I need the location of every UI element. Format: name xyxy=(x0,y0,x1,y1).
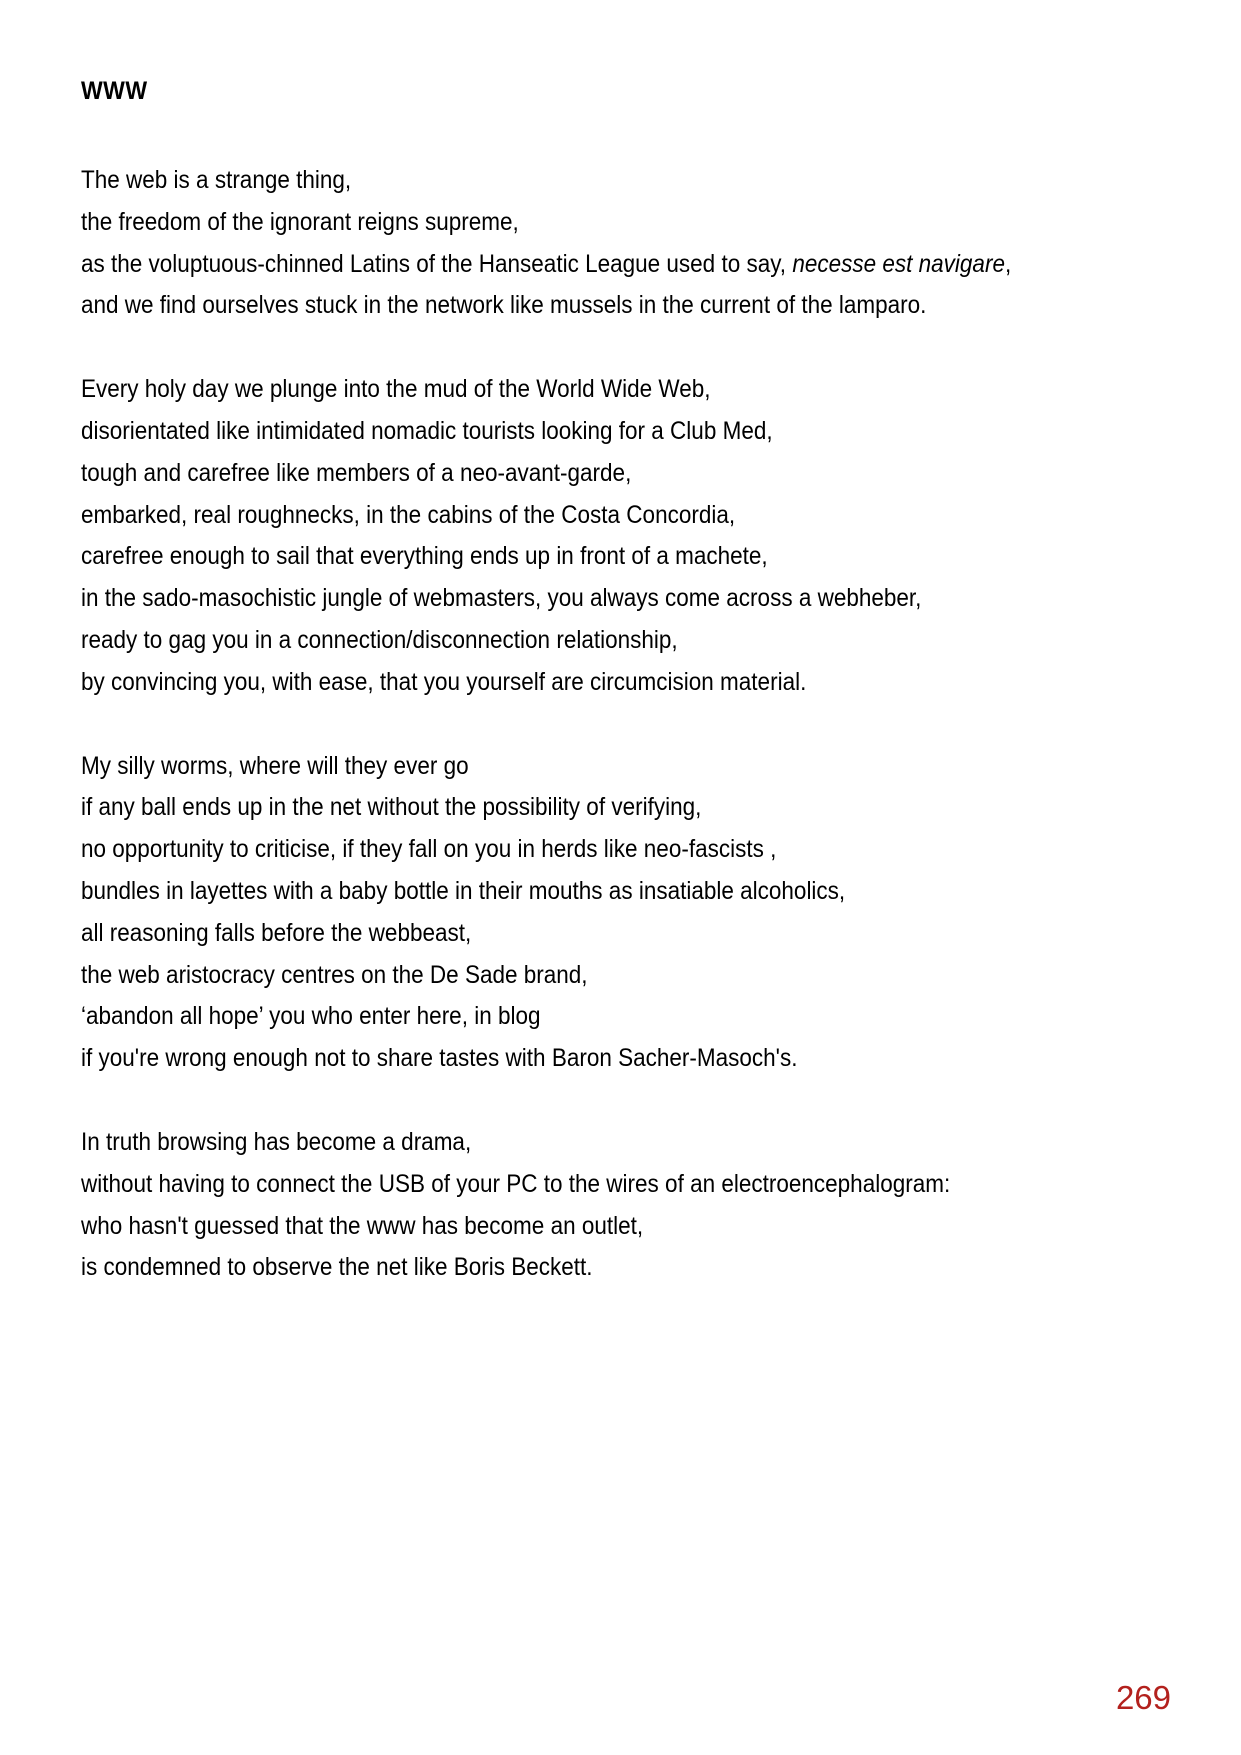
poem-line xyxy=(81,453,1071,495)
line-text: embarked, real roughnecks, in the cabins of the Costa Concordia, xyxy=(81,500,736,529)
poem-line xyxy=(81,1247,1071,1289)
line-text: and we find ourselves stuck in the network like mussels in the current of the lamparo. xyxy=(81,291,927,320)
poem-line xyxy=(81,495,1071,537)
line-text: is condemned to observe the net like Boris Beckett. xyxy=(81,1253,593,1282)
poem-line xyxy=(81,787,1071,829)
poem-line xyxy=(81,829,1071,871)
poem-line xyxy=(81,996,1071,1038)
poem-line xyxy=(81,913,1071,955)
stanza xyxy=(81,746,1181,1080)
poem-line xyxy=(81,369,1071,411)
poem-line xyxy=(81,620,1071,662)
poem-line xyxy=(81,160,1071,202)
poem-line xyxy=(81,1038,1071,1080)
page-number: 269 xyxy=(1115,1679,1171,1716)
line-text: if any ball ends up in the net without the possibility of verifying, xyxy=(81,793,702,822)
poem-line xyxy=(81,536,1071,578)
line-text: all reasoning falls before the webbeast, xyxy=(81,918,472,947)
line-text: tough and carefree like members of a neo-avant-garde, xyxy=(81,458,632,487)
line-text: carefree enough to sail that everything ends up in front of a machete, xyxy=(81,542,768,571)
line-text-tail: , xyxy=(1004,249,1012,278)
line-text: In truth browsing has become a drama, xyxy=(81,1127,472,1156)
line-text: the freedom of the ignorant reigns supreme, xyxy=(81,207,519,236)
line-text: ‘abandon all hope’ you who enter here, in blog xyxy=(81,1002,541,1031)
line-text: as the voluptuous-chinned Latins of the Hanseatic League used to say, xyxy=(81,249,793,278)
line-text: My silly worms, where will they ever go xyxy=(81,751,469,780)
line-text: the web aristocracy centres on the De Sade brand, xyxy=(81,960,588,989)
poem-line xyxy=(81,202,1071,244)
poem-line xyxy=(81,746,1071,788)
poem-line xyxy=(81,1122,1071,1164)
line-text: no opportunity to criticise, if they fall on you in herds like neo-fascists , xyxy=(81,835,777,864)
poem-title: WWW xyxy=(81,77,148,105)
line-text: bundles in layettes with a baby bottle in their mouths as insatiable alcoholics, xyxy=(81,876,846,905)
stanza xyxy=(81,1122,1181,1289)
line-text: disorientated like intimidated nomadic tourists looking for a Club Med, xyxy=(81,416,773,445)
line-text: by convincing you, with ease, that you yourself are circumcision material. xyxy=(81,667,807,696)
line-text: without having to connect the USB of your PC to the wires of an electroencephalogram: xyxy=(81,1169,951,1198)
line-text: who hasn't guessed that the www has become an outlet, xyxy=(81,1211,644,1240)
line-text: if you're wrong enough not to share tastes with Baron Sacher-Masoch's. xyxy=(81,1044,798,1073)
stanza xyxy=(81,369,1181,703)
poem-line xyxy=(81,955,1071,997)
line-text: in the sado-masochistic jungle of webmasters, you always come across a webheber, xyxy=(81,584,922,613)
line-text: The web is a strange thing, xyxy=(81,166,352,194)
poem-line xyxy=(81,662,1071,704)
line-text: Every holy day we plunge into the mud of the World Wide Web, xyxy=(81,375,711,404)
line-text: ready to gag you in a connection/disconnection relationship, xyxy=(81,625,678,654)
poem-line xyxy=(81,244,1071,286)
poem-line xyxy=(81,578,1071,620)
poem-body xyxy=(81,160,1181,1331)
poem-line xyxy=(81,871,1071,913)
poem-line xyxy=(81,1206,1071,1248)
poem-line xyxy=(81,1164,1071,1206)
italic-phrase: necesse est navigare xyxy=(792,249,1005,278)
poem-line xyxy=(81,285,1071,327)
stanza xyxy=(81,160,1181,327)
poem-line xyxy=(81,411,1071,453)
